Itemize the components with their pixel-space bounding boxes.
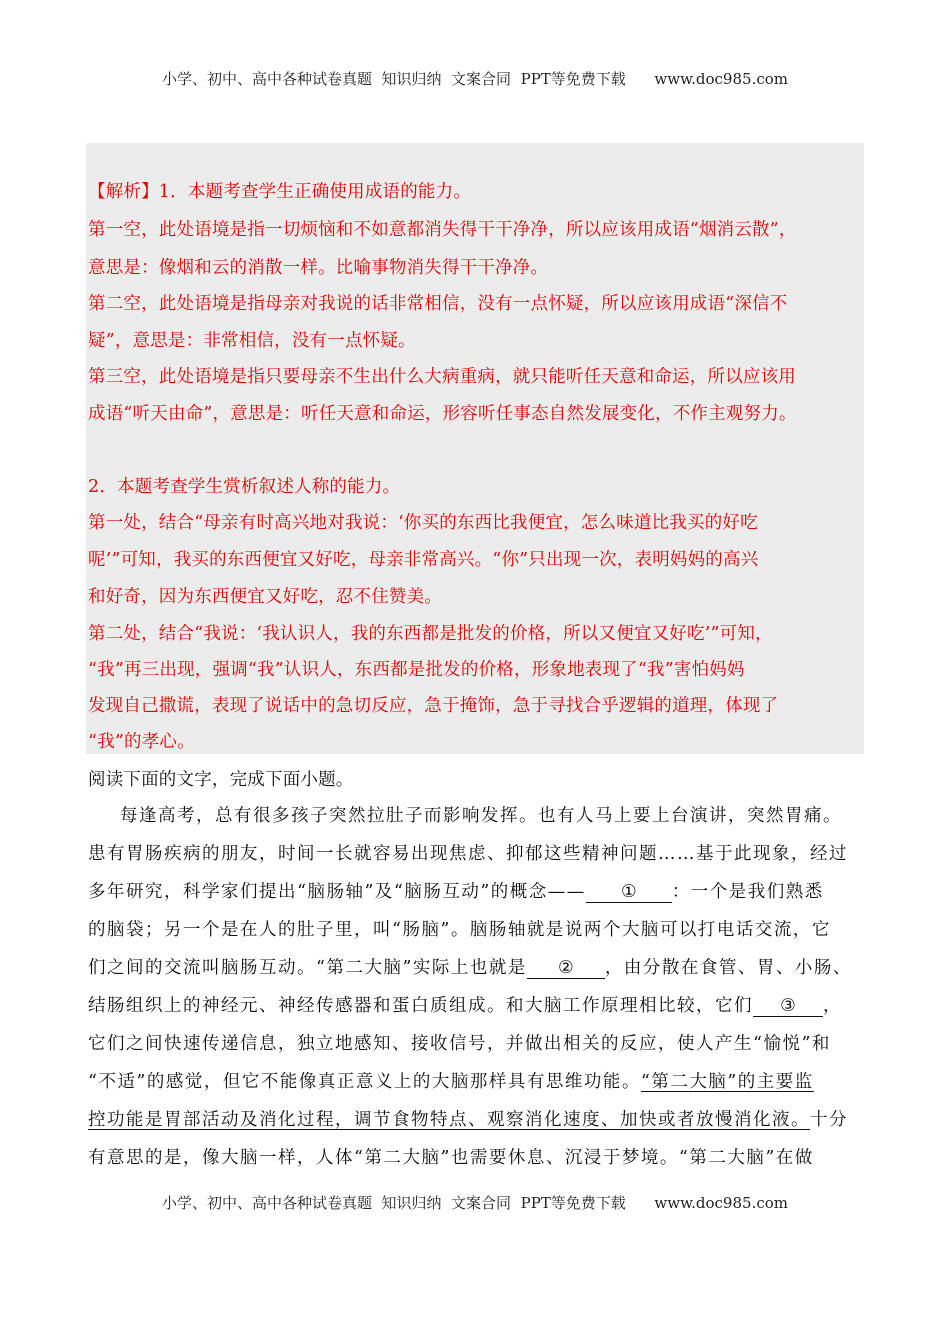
- passage-line: [88, 954, 852, 979]
- passage-text: “不适”的感觉，但它不能像真正意义上的大脑那样具有思维功能。: [88, 1072, 641, 1092]
- passage-text: 们之间的交流叫脑肠互动。“第二大脑”实际上也就是: [88, 958, 527, 978]
- passage-line: 它们之间快速传递信息，独立地感知、接收信号，并做出相关的反应，使人产生“愉悦”和: [88, 1034, 831, 1054]
- passage-line: 有意思的是，像大脑一样，人体“第二大脑”也需要休息、沉浸于梦境。“第二大脑”在做: [88, 1148, 814, 1168]
- passage-line: [88, 878, 824, 903]
- passage-text: 十分: [810, 1110, 848, 1130]
- analysis-q1-title: [88, 178, 471, 203]
- analysis-q1-line: 意思是：像烟和云的消散一样。比喻事物消失得干干净净。: [88, 258, 549, 278]
- analysis-q2-line: 和好奇，因为东西便宜又好吃，忍不住赞美。: [88, 587, 442, 607]
- analysis-q2-line: 呢’”可知，我买的东西便宜又好吃，母亲非常高兴。“你”只出现一次，表明妈妈的高兴: [88, 550, 759, 570]
- underlined-sentence: “第二大脑”的主要监: [640, 1072, 814, 1092]
- analysis-q1-line: 成语“听天由命”，意思是：听任天意和命运，形容听任事态自然发展变化，不作主观努力。: [88, 404, 797, 424]
- passage-line: 患有胃肠疾病的朋友，时间一长就容易出现焦虑、抑郁这些精神问题……基于此现象，经过: [88, 844, 848, 864]
- page-header: 小学、初中、高中各种试卷真题 知识归纳 文案合同 PPT等免费下载 www.doc985.com: [161, 70, 788, 88]
- blank-1: ①: [586, 882, 672, 903]
- passage-line: [88, 1068, 814, 1093]
- passage-line: [88, 992, 842, 1017]
- analysis-q2-line: “我”再三出现，强调“我”认识人，东西都是批发的价格，形象地表现了“我”害怕妈妈: [88, 660, 745, 680]
- blank-2: ②: [527, 958, 605, 979]
- analysis-q2-line: 第一处，结合“母亲有时高兴地对我说：‘你买的东西比我便宜，怎么味道比我买的好吃: [88, 513, 758, 533]
- passage-text: ，: [823, 996, 842, 1016]
- analysis-q2-line: 第二处，结合“我说：‘我认识人，我的东西都是批发的价格，所以又便宜又好吃’”可知，: [88, 624, 773, 644]
- analysis-q1-title-text: 【解析】1．本题考查学生正确使用成语的能力。: [88, 182, 472, 202]
- passage-line: [88, 1106, 848, 1131]
- underlined-sentence: 控功能是胃部活动及消化过程，调节食物特点、观察消化速度、加快或者放慢消化液。: [88, 1110, 810, 1130]
- passage-text: 结肠组织上的神经元、神经传感器和蛋白质组成。和大脑工作原理相比较，它们: [88, 996, 753, 1016]
- analysis-q2-title: 2．本题考查学生赏析叙述人称的能力。: [88, 477, 401, 497]
- analysis-q2-line: 发现自己撒谎，表现了说话中的急切反应，急于掩饰，急于寻找合乎逻辑的道理，体现了: [88, 696, 779, 716]
- analysis-q1-line: 第一空，此处语境是指一切烦恼和不如意都消失得干干净净，所以应该用成语“烟消云散”，: [88, 220, 797, 240]
- passage-text: ，由分散在食管、胃、小肠、: [604, 958, 852, 978]
- passage-instruction: 阅读下面的文字，完成下面小题。: [88, 770, 354, 790]
- page-footer: 小学、初中、高中各种试卷真题 知识归纳 文案合同 PPT等免费下载 www.doc985.com: [161, 1194, 788, 1212]
- passage-text: 多年研究，科学家们提出“脑肠轴”及“脑肠互动”的概念——: [88, 882, 586, 902]
- passage-line: 的脑袋；另一个是在人的肚子里，叫“肠脑”。脑肠轴就是说两个大脑可以打电话交流，它: [88, 920, 831, 940]
- analysis-q1-line: 第二空，此处语境是指母亲对我说的话非常相信，没有一点怀疑，所以应该用成语“深信不: [88, 294, 788, 314]
- passage-line: 每逢高考，总有很多孩子突然拉肚子而影响发挥。也有人马上要上台演讲，突然胃痛。: [120, 806, 842, 826]
- analysis-q2-line: “我”的孝心。: [88, 732, 195, 752]
- analysis-q1-line: 疑”，意思是：非常相信，没有一点怀疑。: [88, 331, 416, 351]
- analysis-q1-line: 第三空，此处语境是指只要母亲不生出什么大病重病，就只能听任天意和命运，所以应该用: [88, 367, 796, 387]
- blank-3: ③: [753, 996, 823, 1017]
- passage-text: ：一个是我们熟悉: [671, 882, 824, 902]
